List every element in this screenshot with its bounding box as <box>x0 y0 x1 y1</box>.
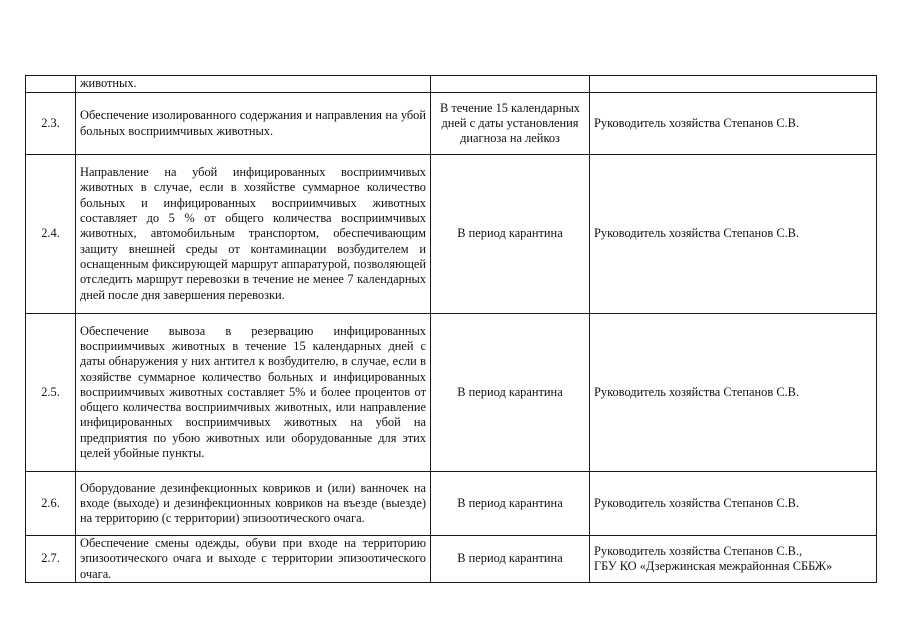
responsible-cell <box>590 76 877 93</box>
activity-cell: Обеспечение смены одежды, обуви при входе на территорию эпизоотического очага и выходе с территории эпизоотического очага. <box>76 536 431 583</box>
responsible-line: Руководитель хозяйства Степанов С.В., <box>594 543 803 558</box>
row-number <box>26 76 76 93</box>
responsible-cell: Руководитель хозяйства Степанов С.В. <box>590 93 877 155</box>
term-cell: В течение 15 календарных дней с даты установления диагноза на лейкоз <box>431 93 590 155</box>
table-row <box>26 76 877 93</box>
responsible-cell: Руководитель хозяйства Степанов С.В. <box>590 314 877 472</box>
table-row <box>26 472 877 536</box>
row-number: 2.4. <box>26 155 76 314</box>
activity-cell: Направление на убой инфицированных восприимчивых животных в случае, если в хозяйстве суммарное количество больных и инфицированных восприимчивых животных составляет до 5 % от общего количества восприимчивых животных, автомобильным транспортом, обеспечивающим защиту внешней среды от контаминации возбудителем и оснащенным фиксирующей маршрут аппаратурой, позволяющей отследить маршрут перевозки в течение не менее 7 календарных дней после дня завершения перевозки. <box>76 155 431 314</box>
activity-cell: Обеспечение изолированного содержания и направления на убой больных восприимчивых животных. <box>76 93 431 155</box>
table-row <box>26 93 877 155</box>
measures-table <box>25 75 877 583</box>
table-row <box>26 536 877 583</box>
responsible-cell <box>590 536 877 583</box>
table-row <box>26 155 877 314</box>
term-cell: В период карантина <box>431 155 590 314</box>
activity-cell: животных. <box>76 76 431 93</box>
activity-cell: Оборудование дезинфекционных ковриков и (или) ванночек на входе (выходе) и дезинфекционных ковриков на въезде (выезде) на территорию (с территории) эпизоотического очага. <box>76 472 431 536</box>
responsible-cell: Руководитель хозяйства Степанов С.В. <box>590 155 877 314</box>
term-cell: В период карантина <box>431 536 590 583</box>
row-number: 2.3. <box>26 93 76 155</box>
row-number: 2.7. <box>26 536 76 583</box>
term-cell: В период карантина <box>431 314 590 472</box>
row-number: 2.5. <box>26 314 76 472</box>
row-number: 2.6. <box>26 472 76 536</box>
term-cell <box>431 76 590 93</box>
activity-cell: Обеспечение вывоза в резервацию инфицированных восприимчивых животных в течение 15 календарных дней с даты обнаружения у них антител к возбудителю, в случае, если в хозяйстве суммарное количество больных и инфицированных восприимчивых животных составляет 5% и более процентов от общего количества восприимчивых животных, или направление инфицированных восприимчивых животных на убой на предприятия по убою животных или оборудованные для этих целей убойные пункты. <box>76 314 431 472</box>
responsible-cell: Руководитель хозяйства Степанов С.В. <box>590 472 877 536</box>
term-cell: В период карантина <box>431 472 590 536</box>
table-row <box>26 314 877 472</box>
responsible-line: ГБУ КО «Дзержинская межрайонная СББЖ» <box>594 558 833 573</box>
